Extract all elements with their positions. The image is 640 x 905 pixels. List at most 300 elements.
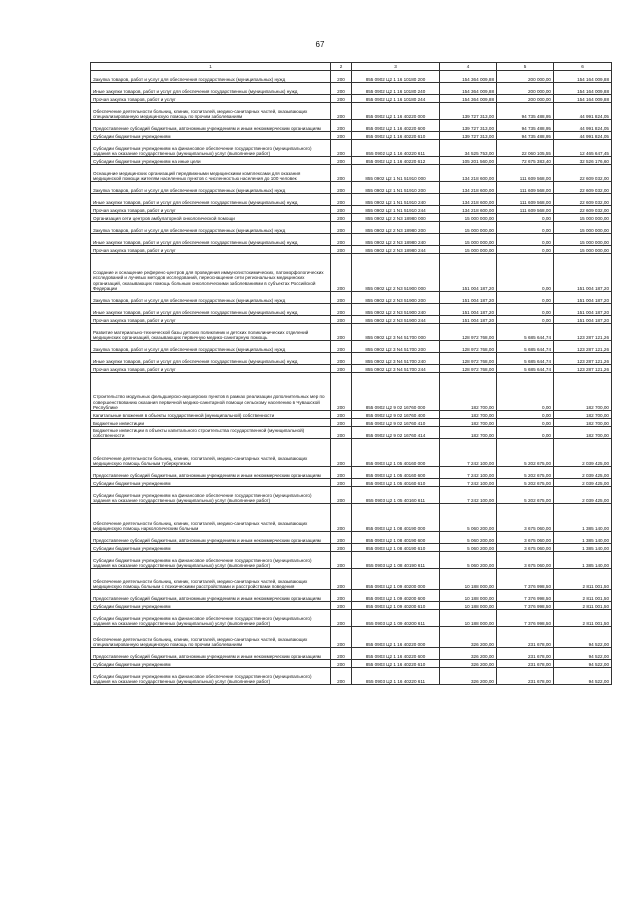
table-cell-code: 200 [331,254,352,292]
table-cell-amount: 94 735 488,95 [497,132,554,140]
table-cell-amount: 111 609 568,00 [497,194,554,206]
table-cell-code: 200 [331,140,352,157]
table-cell-code: 200 [331,103,352,120]
table-cell-amount: 154 164 009,88 [554,83,612,95]
table-cell-name: Прочая закупка товаров, работ и услуг [91,365,331,373]
table-cell-name: Иные закупки товаров, работ и услуг для обеспечения государственных (муниципальных) нужд [91,304,331,316]
table-cell-name: Прочая закупка товаров, работ и услуг [91,316,331,324]
table-row [91,439,612,467]
table-cell-amount: 10 188 000,00 [440,590,497,602]
table-cell-amount: 22 609 032,00 [554,194,612,206]
table-cell-amount: 134 218 600,00 [440,194,497,206]
table-cell-amount: 231 678,00 [497,668,554,685]
table-cell-amount: 7 242 100,00 [440,479,497,487]
table-cell-kbk: 855 0903 Ц2 1 16 40220 611 [352,668,440,685]
table-cell-amount: 5 685 644,74 [497,324,554,341]
table-cell-code: 200 [331,590,352,602]
table-row [91,419,612,427]
table-cell-kbk: 855 0902 Ц2 9 02 16760 414 [352,427,440,439]
table-cell-amount: 151 004 187,20 [554,292,612,304]
table-row [91,234,612,246]
table-cell-amount: 3 675 060,00 [497,544,554,552]
table-cell-amount: 5 685 644,74 [497,341,554,353]
table-cell-amount: 128 972 768,00 [440,341,497,353]
table-cell-name: Обеспечение деятельности больниц, клиник, госпиталей, медико-санитарных частей, оказывающих специализированную медицинскую помощь по прочим заболеваниям [91,103,331,120]
table-cell-name: Иные закупки товаров, работ и услуг для обеспечения государственных (муниципальных) нужд [91,83,331,95]
table-row [91,467,612,479]
table-cell-amount: 22 609 032,00 [554,206,612,214]
table-cell-kbk: 855 0902 Ц2 1 16 40220 612 [352,157,440,165]
table-cell-code: 200 [331,660,352,668]
table-cell-code: 200 [331,246,352,254]
table-cell-name: Оснащение медицинских организаций передвижными медицинскими комплексами для оказания медицинской помощи жителям населенных пунктов с численностью населения до 100 человек [91,165,331,182]
table-row [91,479,612,487]
table-row [91,214,612,222]
table-cell-kbk: 855 0902 Ц2 1 16 40220 600 [352,120,440,132]
table-cell-amount: 5 060 200,00 [440,552,497,569]
table-cell-code: 200 [331,504,352,532]
table-row [91,140,612,157]
table-cell-amount: 7 376 998,50 [497,610,554,627]
table-cell-amount: 44 991 824,05 [554,120,612,132]
table-cell-code: 200 [331,419,352,427]
table-cell-name: Субсидии бюджетным учреждениям на финансовое обеспечение государственного (муниципального) задания на оказание государственных (муниципальных) услуг (выполнение работ) [91,552,331,569]
table-row [91,353,612,365]
table-cell-amount: 5 202 675,00 [497,487,554,504]
table-cell-amount: 151 004 187,20 [440,316,497,324]
table-cell-amount: 5 060 200,00 [440,504,497,532]
table-cell-amount: 2 039 425,00 [554,467,612,479]
column-header: 3 [352,63,440,71]
table-cell-code: 200 [331,373,352,411]
table-cell-name: Иные закупки товаров, работ и услуг для обеспечения государственных (муниципальных) нужд [91,353,331,365]
table-cell-amount: 154 164 009,88 [554,95,612,103]
column-header: 1 [91,63,331,71]
table-cell-amount: 151 004 187,20 [440,304,497,316]
table-row [91,254,612,292]
table-row [91,552,612,569]
table-cell-amount: 5 060 200,00 [440,532,497,544]
table-cell-amount: 2 811 001,50 [554,610,612,627]
table-cell-amount: 1 385 140,00 [554,544,612,552]
table-cell-amount: 15 000 000,00 [554,246,612,254]
table-cell-amount: 182 700,00 [554,411,612,419]
table-cell-name: Субсидии бюджетным учреждениям на финансовое обеспечение государственного (муниципального) задания на оказание государственных (муниципальных) услуг (выполнение работ) [91,140,331,157]
table-header-row [91,63,612,71]
column-header: 2 [331,63,352,71]
table-row [91,194,612,206]
table-cell-code: 200 [331,316,352,324]
table-cell-name: Организация сети центров амбулаторной онкологической помощи [91,214,331,222]
table-row [91,544,612,552]
table-cell-name: Субсидии бюджетным учреждениям [91,132,331,140]
table-cell-name: Предоставление субсидий бюджетным, автономным учреждениям и иным некоммерческим организациям [91,590,331,602]
table-row [91,648,612,660]
table-cell-kbk: 855 0903 Ц2 1 09 40200 600 [352,590,440,602]
table-row [91,569,612,590]
table-cell-code: 200 [331,479,352,487]
table-cell-amount: 15 000 000,00 [440,222,497,234]
table-cell-amount: 94 735 488,95 [497,103,554,120]
table-cell-kbk: 855 0902 Ц2 9 02 16760 410 [352,419,440,427]
table-cell-amount: 154 364 009,88 [440,71,497,83]
table-cell-amount: 10 188 000,00 [440,602,497,610]
table-cell-kbk: 855 0902 Ц2 1 N1 51910 000 [352,165,440,182]
table-cell-kbk: 855 0902 Ц2 1 16 40220 610 [352,132,440,140]
table-row [91,222,612,234]
table-cell-code: 200 [331,83,352,95]
table-row [91,487,612,504]
table-cell-amount: 94 522,00 [554,668,612,685]
table-row [91,627,612,648]
table-cell-kbk: 855 0903 Ц2 1 16 40220 610 [352,660,440,668]
table-cell-amount: 151 004 187,20 [554,316,612,324]
table-cell-amount: 0,00 [497,234,554,246]
table-cell-amount: 123 287 121,26 [554,365,612,373]
table-cell-name: Прочая закупка товаров, работ и услуг [91,95,331,103]
table-cell-amount: 7 242 100,00 [440,467,497,479]
table-row [91,292,612,304]
table-cell-amount: 2 811 001,50 [554,569,612,590]
table-cell-amount: 134 218 600,00 [440,206,497,214]
table-cell-name: Закупка товаров, работ и услуг для обеспечения государственных (муниципальных) нужд [91,292,331,304]
table-cell-amount: 200 000,00 [497,95,554,103]
table-row [91,103,612,120]
table-row [91,427,612,439]
table-cell-amount: 3 675 060,00 [497,504,554,532]
table-cell-code: 200 [331,532,352,544]
table-cell-amount: 128 972 768,00 [440,365,497,373]
table-cell-amount: 200 000,00 [497,71,554,83]
table-row [91,324,612,341]
table-cell-name: Предоставление субсидий бюджетным, автономным учреждениям и иным некоммерческим организациям [91,532,331,544]
table-cell-amount: 2 039 425,00 [554,487,612,504]
table-cell-kbk: 855 0902 Ц2 2 N3 18980 240 [352,234,440,246]
table-cell-amount: 139 727 313,00 [440,103,497,120]
table-cell-kbk: 855 0902 Ц2 1 16 40220 611 [352,140,440,157]
table-cell-amount: 151 004 187,20 [554,254,612,292]
table-row [91,373,612,411]
table-cell-amount: 0,00 [497,427,554,439]
column-header: 6 [554,63,612,71]
table-cell-amount: 111 609 568,00 [497,165,554,182]
table-cell-amount: 182 700,00 [554,419,612,427]
table-cell-name: Капитальные вложения в объекты государственной (муниципальной) собственности [91,411,331,419]
table-cell-name: Иные закупки товаров, работ и услуг для обеспечения государственных (муниципальных) нужд [91,194,331,206]
table-cell-amount: 0,00 [497,246,554,254]
table-row [91,602,612,610]
table-cell-name: Предоставление субсидий бюджетным, автономным учреждениям и иным некоммерческим организациям [91,120,331,132]
table-cell-name: Субсидии бюджетным учреждениям на финансовое обеспечение государственного (муниципального) задания на оказание государственных (муниципальных) услуг (выполнение работ) [91,487,331,504]
table-row [91,590,612,602]
table-cell-code: 200 [331,467,352,479]
table-cell-amount: 0,00 [497,214,554,222]
table-cell-name: Обеспечение деятельности больниц, клиник, госпиталей, медико-санитарных частей, оказывающих медицинскую помощь больным туберкулезом [91,439,331,467]
table-cell-name: Субсидии бюджетным учреждениям на финансовое обеспечение государственного (муниципального) задания на оказание государственных (муниципальных) услуг (выполнение работ) [91,668,331,685]
table-cell-code: 200 [331,214,352,222]
table-cell-name: Иные закупки товаров, работ и услуг для обеспечения государственных (муниципальных) нужд [91,234,331,246]
table-cell-amount: 1 385 140,00 [554,504,612,532]
table-cell-name: Бюджетные инвестиции в объекты капитального строительства государственной (муниципальной) собственности [91,427,331,439]
table-row [91,157,612,165]
table-cell-amount: 22 060 105,55 [497,140,554,157]
table-cell-amount: 123 287 121,26 [554,341,612,353]
table-cell-amount: 1 385 140,00 [554,552,612,569]
table-cell-code: 200 [331,439,352,467]
table-cell-amount: 0,00 [497,411,554,419]
table-row [91,95,612,103]
table-cell-name: Строительство модульных фельдшерско-акушерских пунктов в рамках реализации дополнительных мер по совершенствованию оказания первичной медико-санитарной помощи сельскому населению в Чувашской Республике [91,373,331,411]
table-cell-kbk: 855 0902 Ц2 9 02 16760 400 [352,411,440,419]
table-cell-kbk: 855 0903 Ц2 1 08 40190 600 [352,532,440,544]
table-cell-name: Бюджетные инвестиции [91,419,331,427]
table-cell-kbk: 855 0903 Ц2 1 05 40160 000 [352,439,440,467]
table-cell-amount: 5 685 644,74 [497,365,554,373]
table-row [91,365,612,373]
table-cell-amount: 0,00 [497,222,554,234]
table-row [91,504,612,532]
table-cell-name: Закупка товаров, работ и услуг для обеспечения государственных (муниципальных) нужд [91,341,331,353]
table-cell-kbk: 855 0903 Ц2 1 16 40220 000 [352,627,440,648]
page-number: 67 [315,40,325,49]
table-cell-code: 200 [331,648,352,660]
table-cell-amount: 12 465 647,45 [554,140,612,157]
table-cell-amount: 326 200,00 [440,668,497,685]
table-cell-kbk: 855 0903 Ц2 1 09 40200 611 [352,610,440,627]
table-cell-name: Развитие материально-технической базы детских поликлиник и детских поликлинических отделений медицинских организаций, оказывающих первичную медико-санитарную помощь [91,324,331,341]
table-cell-kbk: 855 0902 Ц2 1 N1 51910 244 [352,206,440,214]
table-cell-kbk: 855 0902 Ц2 9 02 16760 000 [352,373,440,411]
table-cell-amount: 326 200,00 [440,627,497,648]
table-cell-amount: 34 525 753,00 [440,140,497,157]
table-cell-name: Закупка товаров, работ и услуг для обеспечения государственных (муниципальных) нужд [91,71,331,83]
table-cell-amount: 94 522,00 [554,660,612,668]
table-row [91,304,612,316]
table-cell-code: 200 [331,569,352,590]
table-cell-kbk: 855 0903 Ц2 1 08 40190 611 [352,552,440,569]
table-cell-name: Субсидии бюджетным учреждениям на иные цели [91,157,331,165]
table-row [91,411,612,419]
table-cell-code: 200 [331,182,352,194]
table-cell-amount: 151 004 187,20 [440,254,497,292]
table-cell-kbk: 855 0902 Ц2 1 16 40220 000 [352,103,440,120]
table-cell-code: 200 [331,610,352,627]
table-cell-kbk: 855 0903 Ц2 1 16 40220 600 [352,648,440,660]
table-cell-code: 200 [331,304,352,316]
table-cell-amount: 200 000,00 [497,83,554,95]
table-cell-amount: 3 675 060,00 [497,552,554,569]
table-cell-amount: 154 364 009,88 [440,83,497,95]
table-cell-kbk: 855 0903 Ц2 1 05 40160 611 [352,487,440,504]
table-row [91,316,612,324]
table-cell-amount: 182 700,00 [440,427,497,439]
table-cell-amount: 139 727 313,00 [440,120,497,132]
table-cell-amount: 231 678,00 [497,627,554,648]
table-cell-kbk: 855 0903 Ц2 1 09 40200 610 [352,602,440,610]
table-cell-code: 200 [331,132,352,140]
table-cell-amount: 22 609 032,00 [554,182,612,194]
table-cell-amount: 151 004 187,20 [554,304,612,316]
table-cell-amount: 2 811 001,50 [554,602,612,610]
table-row [91,246,612,254]
table-cell-amount: 326 200,00 [440,660,497,668]
table-cell-kbk: 855 0903 Ц2 1 09 40200 000 [352,569,440,590]
table-cell-name: Закупка товаров, работ и услуг для обеспечения государственных (муниципальных) нужд [91,222,331,234]
table-cell-amount: 44 991 824,05 [554,103,612,120]
table-cell-amount: 2 811 001,50 [554,590,612,602]
table-cell-kbk: 855 0902 Ц2 2 N3 18980 200 [352,222,440,234]
table-row [91,165,612,182]
table-cell-amount: 7 376 998,50 [497,569,554,590]
table-cell-amount: 32 526 176,60 [554,157,612,165]
table-body [91,71,612,685]
table-cell-amount: 128 972 768,00 [440,324,497,341]
table-cell-code: 200 [331,487,352,504]
table-cell-code: 200 [331,411,352,419]
table-cell-amount: 22 609 032,00 [554,165,612,182]
table-cell-code: 200 [331,206,352,214]
table-cell-amount: 15 000 000,00 [554,222,612,234]
table-cell-kbk: 855 0902 Ц2 2 N3 51900 244 [352,316,440,324]
table-cell-amount: 134 218 600,00 [440,182,497,194]
table-cell-kbk: 855 0902 Ц2 1 16 10180 244 [352,95,440,103]
table-cell-amount: 182 700,00 [440,411,497,419]
table-cell-amount: 0,00 [497,254,554,292]
table-cell-code: 200 [331,552,352,569]
table-cell-amount: 182 700,00 [554,427,612,439]
table-cell-code: 200 [331,194,352,206]
table-cell-amount: 94 522,00 [554,627,612,648]
table-cell-amount: 134 218 600,00 [440,165,497,182]
table-cell-amount: 15 000 000,00 [554,234,612,246]
table-cell-name: Субсидии бюджетным учреждениям [91,544,331,552]
table-cell-amount: 0,00 [497,304,554,316]
table-row [91,71,612,83]
table-cell-kbk: 855 0902 Ц2 1 16 10180 240 [352,83,440,95]
table-cell-name: Закупка товаров, работ и услуг для обеспечения государственных (муниципальных) нужд [91,182,331,194]
table-cell-kbk: 855 0903 Ц2 1 05 40160 600 [352,467,440,479]
table-cell-amount: 7 376 998,50 [497,590,554,602]
table-cell-kbk: 855 0902 Ц2 1 16 10180 200 [352,71,440,83]
table-cell-kbk: 855 0902 Ц2 2 N3 18980 244 [352,246,440,254]
table-row [91,132,612,140]
column-header: 5 [497,63,554,71]
table-cell-code: 200 [331,71,352,83]
table-cell-amount: 0,00 [497,292,554,304]
table-cell-amount: 1 385 140,00 [554,532,612,544]
table-cell-name: Создание и оснащение референс-центров для проведения иммуногистохимических, патоморфологических исследований и лучевых методов исследований, переоснащение сети региональных медицинских организаций, оказывающих помощь больным онкологическими заболеваниями в субъектах Российской Федерации [91,254,331,292]
table-cell-code: 200 [331,120,352,132]
table-cell-amount: 0,00 [497,316,554,324]
table-cell-amount: 326 200,00 [440,648,497,660]
table-cell-amount: 182 700,00 [554,373,612,411]
table-cell-amount: 139 727 313,00 [440,132,497,140]
table-cell-kbk: 855 0902 Ц2 3 N4 51700 244 [352,365,440,373]
table-cell-kbk: 855 0902 Ц2 2 N3 18980 000 [352,214,440,222]
table-cell-kbk: 855 0902 Ц2 3 N4 51700 240 [352,353,440,365]
table-cell-amount: 94 735 488,95 [497,120,554,132]
table-cell-kbk: 855 0902 Ц2 3 N4 51700 200 [352,341,440,353]
table-cell-amount: 123 287 121,26 [554,353,612,365]
table-cell-amount: 15 000 000,00 [440,246,497,254]
column-header: 4 [440,63,497,71]
table-row [91,532,612,544]
table-cell-amount: 94 522,00 [554,648,612,660]
table-cell-amount: 5 202 675,00 [497,439,554,467]
table-cell-amount: 231 678,00 [497,660,554,668]
table-cell-amount: 128 972 768,00 [440,353,497,365]
table-cell-amount: 2 039 425,00 [554,479,612,487]
table-cell-amount: 15 000 000,00 [440,234,497,246]
table-cell-amount: 0,00 [497,373,554,411]
table-cell-kbk: 855 0902 Ц2 2 N3 51900 000 [352,254,440,292]
table-cell-kbk: 855 0902 Ц2 3 N4 51700 000 [352,324,440,341]
table-cell-code: 200 [331,234,352,246]
table-cell-kbk: 855 0903 Ц2 1 05 40160 610 [352,479,440,487]
table-cell-amount: 182 700,00 [440,419,497,427]
table-cell-code: 200 [331,341,352,353]
table-cell-amount: 111 609 568,00 [497,182,554,194]
table-cell-name: Предоставление субсидий бюджетным, автономным учреждениям и иным некоммерческим организациям [91,467,331,479]
table-cell-name: Обеспечение деятельности больниц, клиник, госпиталей, медико-санитарных частей, оказывающих медицинскую помощь наркологическим больным [91,504,331,532]
table-row [91,182,612,194]
table-cell-name: Предоставление субсидий бюджетным, автономным учреждениям и иным некоммерческим организациям [91,648,331,660]
table-row [91,610,612,627]
table-cell-kbk: 855 0902 Ц2 1 N1 51910 200 [352,182,440,194]
table-cell-amount: 10 188 000,00 [440,569,497,590]
table-cell-code: 200 [331,324,352,341]
table-cell-amount: 154 364 009,88 [440,95,497,103]
table-cell-amount: 15 000 000,00 [554,214,612,222]
table-cell-amount: 2 039 425,00 [554,439,612,467]
table-cell-kbk: 855 0902 Ц2 1 N1 51910 240 [352,194,440,206]
table-cell-amount: 3 675 060,00 [497,532,554,544]
table-cell-amount: 0,00 [497,419,554,427]
table-cell-amount: 7 376 998,50 [497,602,554,610]
table-cell-amount: 10 188 000,00 [440,610,497,627]
table-cell-name: Субсидии бюджетным учреждениям на финансовое обеспечение государственного (муниципального) задания на оказание государственных (муниципальных) услуг (выполнение работ) [91,610,331,627]
table-cell-amount: 111 609 568,00 [497,206,554,214]
table-cell-amount: 123 287 121,26 [554,324,612,341]
table-cell-amount: 105 201 560,00 [440,157,497,165]
table-cell-code: 200 [331,292,352,304]
table-cell-amount: 72 675 383,40 [497,157,554,165]
table-cell-kbk: 855 0903 Ц2 1 08 40190 610 [352,544,440,552]
table-row [91,120,612,132]
table-cell-amount: 15 000 000,00 [440,214,497,222]
table-cell-code: 200 [331,544,352,552]
budget-table [90,62,612,685]
table-cell-kbk: 855 0902 Ц2 2 N3 51900 240 [352,304,440,316]
table-cell-code: 200 [331,627,352,648]
table-cell-name: Прочая закупка товаров, работ и услуг [91,246,331,254]
table-row [91,206,612,214]
table-cell-name: Субсидии бюджетным учреждениям [91,602,331,610]
table-cell-code: 200 [331,668,352,685]
table-cell-name: Субсидии бюджетным учреждениям [91,479,331,487]
table-cell-code: 200 [331,157,352,165]
table-cell-code: 200 [331,222,352,234]
table-row [91,660,612,668]
table-cell-code: 200 [331,427,352,439]
table-cell-amount: 5 060 200,00 [440,544,497,552]
table-row [91,341,612,353]
table-cell-name: Обеспечение деятельности больниц, клиник, госпиталей, медико-санитарных частей, оказывающих медицинскую помощь больным с психическими расстройствами и расстройствами поведения [91,569,331,590]
table-cell-name: Субсидии бюджетным учреждениям [91,660,331,668]
table-cell-code: 200 [331,353,352,365]
table-cell-name: Прочая закупка товаров, работ и услуг [91,206,331,214]
table-row [91,668,612,685]
